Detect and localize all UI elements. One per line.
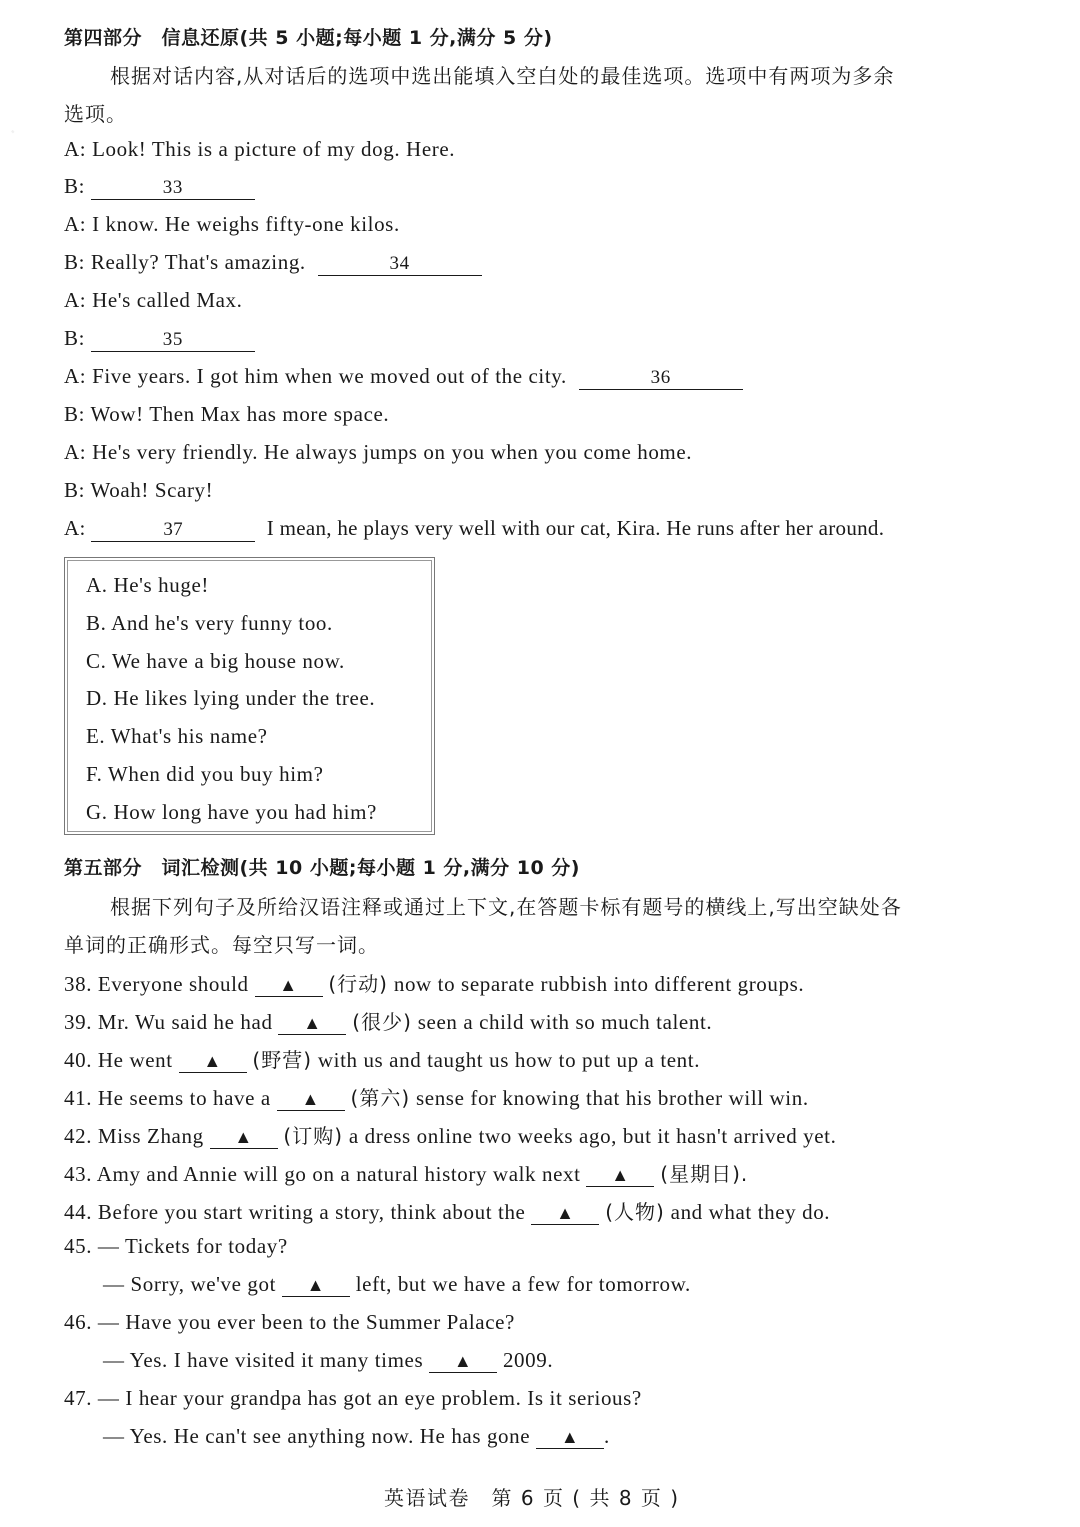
- dialogue-text: He's very friendly. He always jumps on you when you come home.: [92, 440, 693, 464]
- speaker: A:: [64, 364, 87, 388]
- answer-blank-36[interactable]: 36: [579, 367, 743, 390]
- answer-blank-46[interactable]: ▲: [429, 1350, 497, 1373]
- vocab-item-47: [64, 1386, 642, 1411]
- chinese-hint: (人物): [605, 1200, 665, 1224]
- chinese-hint: (星期日).: [660, 1162, 749, 1186]
- page-footer: 英语试卷 第 6 页 ( 共 8 页 ): [384, 1486, 680, 1510]
- item-dialogue-line1: — Tickets for today?: [97, 1234, 288, 1258]
- item-text-before: Before you start writing a story, think about the: [97, 1200, 526, 1224]
- item-number: 42.: [64, 1124, 93, 1148]
- section5-instruction-2: 单词的正确形式。每空只写一词。: [64, 933, 379, 957]
- speaker: B:: [64, 402, 86, 426]
- item-number: 47.: [64, 1386, 93, 1410]
- answer-blank-43[interactable]: ▲: [586, 1164, 654, 1187]
- vocab-item-39: [64, 1006, 712, 1035]
- item-text-before: Miss Zhang: [97, 1124, 204, 1148]
- answer-blank-35[interactable]: 35: [91, 329, 255, 352]
- item-text-after: left, but we have a few for tomorrow.: [355, 1272, 691, 1296]
- chinese-hint: (很少): [352, 1010, 412, 1034]
- option-a: A. He's huge!: [86, 573, 209, 597]
- speaker: A:: [64, 137, 87, 161]
- option-e: E. What's his name?: [86, 724, 268, 748]
- answer-blank-40[interactable]: ▲: [179, 1050, 247, 1073]
- item-text-after: a dress online two weeks ago, but it hasn't arrived yet.: [348, 1124, 837, 1148]
- answer-blank-45[interactable]: ▲: [282, 1274, 350, 1297]
- item-number: 41.: [64, 1086, 93, 1110]
- item-text-before: Mr. Wu said he had: [97, 1010, 273, 1034]
- dialogue-line: [64, 364, 743, 390]
- vocab-item-42: [64, 1120, 836, 1149]
- item-number: 40.: [64, 1048, 93, 1072]
- option-g: G. How long have you had him?: [86, 800, 377, 824]
- dialogue-line: [64, 516, 884, 542]
- item-text-before: He went: [97, 1048, 173, 1072]
- answer-blank-44[interactable]: ▲: [531, 1202, 599, 1225]
- item-text-before: He seems to have a: [97, 1086, 271, 1110]
- item-text-after: now to separate rubbish into different groups.: [393, 972, 805, 996]
- speaker: B:: [64, 326, 86, 350]
- item-dialogue-line1: — Have you ever been to the Summer Palace?: [97, 1310, 515, 1334]
- answer-blank-33[interactable]: 33: [91, 177, 255, 200]
- vocab-item-43: [64, 1158, 748, 1187]
- option-d: D. He likes lying under the tree.: [86, 686, 376, 710]
- speaker: B:: [64, 478, 86, 502]
- answer-blank-47[interactable]: ▲: [536, 1426, 604, 1449]
- item-text-after: with us and taught us how to put up a tent.: [317, 1048, 701, 1072]
- item-text-after: .: [604, 1424, 610, 1448]
- vocab-item-38: [64, 968, 804, 997]
- vocab-item-45: [64, 1234, 288, 1259]
- section5-instruction-1: 根据下列句子及所给汉语注释或通过上下文,在答题卡标有题号的横线上,写出空缺处各: [110, 895, 902, 919]
- dialogue-text: Look! This is a picture of my dog. Here.: [92, 137, 456, 161]
- item-number: 38.: [64, 972, 93, 996]
- answer-blank-38[interactable]: ▲: [255, 974, 323, 997]
- answer-blank-37[interactable]: 37: [91, 519, 255, 542]
- option-f: F. When did you buy him?: [86, 762, 324, 786]
- item-number: 45.: [64, 1234, 93, 1258]
- item-text-before: Amy and Annie will go on a natural history walk next: [96, 1162, 581, 1186]
- dialogue-text: Five years. I got him when we moved out of the city.: [92, 364, 567, 388]
- speaker: A:: [64, 440, 87, 464]
- speaker: A:: [64, 288, 87, 312]
- dialogue-line: [64, 174, 255, 200]
- dialogue-text: Wow! Then Max has more space.: [90, 402, 390, 426]
- dialogue-text: He's called Max.: [92, 288, 243, 312]
- dialogue-text: I mean, he plays very well with our cat, Kira. He runs after her around.: [266, 516, 885, 540]
- item-text-after: and what they do.: [670, 1200, 831, 1224]
- speaker: A:: [64, 212, 87, 236]
- speaker: B:: [64, 174, 86, 198]
- item-number: 43.: [64, 1162, 93, 1186]
- item-dialogue-line1: — I hear your grandpa has got an eye problem. Is it serious?: [97, 1386, 642, 1410]
- item-text-after: seen a child with so much talent.: [417, 1010, 713, 1034]
- section4-instruction-2: 选项。: [64, 102, 127, 126]
- dialogue-line: [64, 326, 255, 352]
- answer-blank-42[interactable]: ▲: [210, 1126, 278, 1149]
- item-text-before: — Yes. I have visited it many times: [103, 1348, 424, 1372]
- item-number: 44.: [64, 1200, 93, 1224]
- vocab-item-40: [64, 1044, 700, 1073]
- dialogue-line: [64, 478, 213, 503]
- speaker: A:: [64, 516, 86, 540]
- dialogue-text: Really? That's amazing.: [90, 250, 306, 274]
- item-text-before: — Yes. He can't see anything now. He has gone: [103, 1424, 531, 1448]
- vocab-item-41: [64, 1082, 809, 1111]
- vocab-item-46-reply: [103, 1348, 553, 1373]
- dialogue-text: Woah! Scary!: [90, 478, 214, 502]
- dialogue-line: [64, 402, 389, 427]
- answer-blank-39[interactable]: ▲: [278, 1012, 346, 1035]
- dialogue-line: [64, 288, 242, 313]
- option-b: B. And he's very funny too.: [86, 611, 333, 635]
- item-text-before: Everyone should: [97, 972, 249, 996]
- vocab-item-45-reply: [103, 1272, 691, 1297]
- chinese-hint: (订购): [283, 1124, 343, 1148]
- item-text-after: 2009.: [502, 1348, 554, 1372]
- section4-instruction-1: 根据对话内容,从对话后的选项中选出能填入空白处的最佳选项。选项中有两项为多余: [110, 64, 895, 88]
- options-box: [64, 557, 435, 835]
- dialogue-line: [64, 212, 400, 237]
- vocab-item-44: [64, 1196, 830, 1225]
- chinese-hint: (第六): [350, 1086, 411, 1110]
- dialogue-line: [64, 440, 692, 465]
- item-number: 39.: [64, 1010, 93, 1034]
- options-box-inner: [67, 560, 432, 832]
- vocab-item-46: [64, 1310, 515, 1335]
- item-text-after: sense for knowing that his brother will win.: [416, 1086, 809, 1110]
- exam-page: · 第四部分 信息还原(共 5 小题;每小题 1 分,满分 5 分) 根据对话内容,从对话后的选项中选出能填入空白处的最佳选项。选项中有两项为多余 选项。 A: Look! This is a picture of my dog. Here. B: 33 A: I know. He weighs fifty-one kilos. B: Really? That's amazing. 34 A: He's called Max. B: 35 A: Five years. I got him when we moved out of the city. 36 B: Wow! Then Max has more space. A: He's very friendly. He always jumps on you when you come home. B: Woah! Scary! A: 37 I mean, he plays very well with our cat, Kira. He runs after her around. A. He's huge! B. And he's very funny too. C. We have a big house now. D. He likes lying under the tree. E. What's his name? F. When did you buy him? G. How long have you had him? 第五部分 词汇检测(共 10 小题;每小题 1 分,满分 10 分) 根据下列句子及所给汉语注释或通过上下文,在答题卡标有题号的横线上,写出空缺处各 单词的正确形式。每空只写一词。 38. Everyone should ▲ (行动) now to separate rubbish into different groups. 39. Mr. Wu said he had ▲ (很少) seen a child with so much talent. 40. He went ▲ (野营) with us and taught us how to put up a tent. 41. He seems to have a ▲ (第六) sense for knowing that his brother will win. 42. Miss Zhang ▲ (订购) a dress online two weeks ago, but it hasn't arrived yet. 43. Amy and Annie will go on a natural history walk next ▲ (星期日). 44. Before you start writing a story, think about the ▲ (人物) and what they do. 45. — Tickets for today? — Sorry, we've got ▲ left, but we have a few for tomorrow. 46. — Have you ever been to the Summer Palace? — Yes. I have visited it many times ▲ 2009. 47. — I hear your grandpa has got an eye problem. Is it serious? — Yes. He can't see anything now. He has gone ▲ . 英语试卷 第 6 页 ( 共 8 页 ): [0, 0, 1080, 1527]
- chinese-hint: (行动): [328, 972, 388, 996]
- chinese-hint: (野营): [252, 1048, 313, 1072]
- answer-blank-41[interactable]: ▲: [277, 1088, 345, 1111]
- item-text-before: — Sorry, we've got: [103, 1272, 277, 1296]
- option-c: C. We have a big house now.: [86, 649, 345, 673]
- answer-blank-34[interactable]: 34: [318, 253, 482, 276]
- vocab-item-47-reply: [103, 1424, 610, 1449]
- section4-heading: 第四部分 信息还原(共 5 小题;每小题 1 分,满分 5 分): [64, 27, 553, 49]
- speaker: B:: [64, 250, 86, 274]
- dialogue-line: [64, 250, 482, 276]
- item-number: 46.: [64, 1310, 93, 1334]
- dialogue-text: I know. He weighs fifty-one kilos.: [92, 212, 400, 236]
- dialogue-line: [64, 137, 455, 162]
- section5-heading: 第五部分 词汇检测(共 10 小题;每小题 1 分,满分 10 分): [64, 857, 580, 879]
